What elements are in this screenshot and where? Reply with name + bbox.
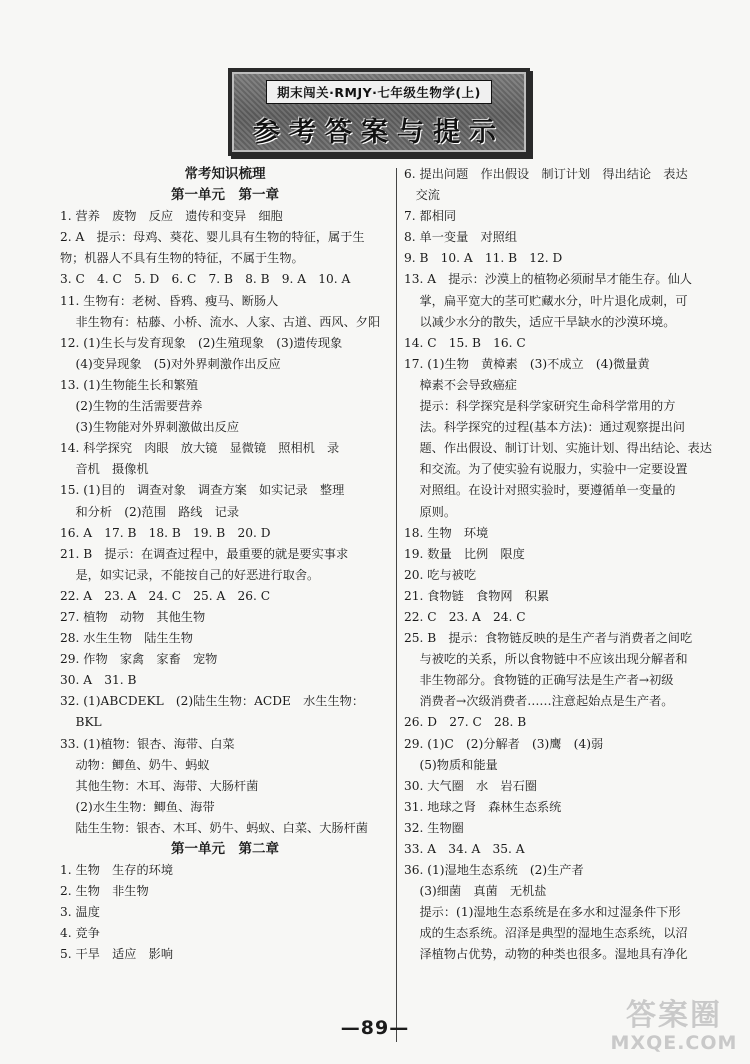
page-number: —89— — [340, 1017, 410, 1039]
banner-subtitle: 期末闯关·RMJY·七年级生物学(上) — [266, 80, 492, 104]
answer-line: 3. 温度 — [60, 905, 100, 920]
answer-line: 1. 生物 生存的环境 — [60, 863, 174, 878]
answer-line: 1. 营养 废物 反应 遗传和变异 细胞 — [60, 209, 283, 224]
watermark-logo — [604, 1000, 744, 1060]
answer-line: 提示：(1)湿地生态系统是在多水和过湿条件下形 — [404, 905, 681, 920]
column-divider — [396, 168, 397, 1042]
answer-line: 和交流。为了使实验有说服力，实验中一定要设置 — [404, 462, 688, 477]
answer-line: 22. A 23. A 24. C 25. A 26. C — [60, 588, 271, 603]
answer-line: 非生物有：枯藤、小桥、流水、人家、古道、西风、夕阳 — [60, 314, 381, 329]
answer-line: 3. C 4. C 5. D 6. C 7. B 8. B 9. A 10. A — [60, 272, 351, 287]
answer-line: 32. (1)ABCDEKL (2)陆生生物：ACDE 水生生物： — [60, 694, 365, 709]
answer-line: 8. 单一变量 对照组 — [404, 230, 518, 245]
answer-line: 是，如实记录，不能按自己的好恶进行取舍。 — [60, 567, 320, 582]
answer-line: 16. A 17. B 18. B 19. B 20. D — [60, 525, 271, 540]
answer-line: 7. 都相同 — [404, 209, 457, 224]
answer-line: 30. 大气圈 水 岩石圈 — [404, 778, 537, 793]
answer-line: 动物：鲫鱼、奶牛、蚂蚁 — [60, 757, 210, 772]
answer-line: 以减少水分的散失，适应干旱缺水的沙漠环境。 — [404, 314, 676, 329]
answer-line: 18. 生物 环境 — [404, 525, 489, 540]
answer-line: 30. A 31. B — [60, 673, 137, 688]
answer-line: 题、作出假设、制订计划、实施计划、得出结论、表达 — [404, 441, 712, 456]
answer-line: 对照组。在设计对照实验时，要遵循单一变量的 — [404, 483, 676, 498]
answer-line: 交流 — [404, 188, 440, 203]
answer-line: 成的生态系统。沼泽是典型的湿地生态系统，以沼 — [404, 926, 688, 941]
answer-line: BKL — [60, 715, 102, 730]
answer-line: 13. (1)生物能生长和繁殖 — [60, 377, 199, 392]
answer-line: 20. 吃与被吃 — [404, 567, 477, 582]
answer-line: 17. (1)生物 黄樟素 (3)不成立 (4)微量黄 — [404, 356, 650, 371]
answer-line: 15. (1)目的 调查对象 调查方案 如实记录 整理 — [60, 483, 345, 498]
answer-line: (4)变异现象 (5)对外界刺激作出反应 — [60, 356, 281, 371]
answer-line: 31. 地球之肾 森林生态系统 — [404, 799, 562, 814]
answer-line: 33. (1)植物：银杏、海带、白菜 — [60, 736, 235, 751]
answer-line: 掌，扁平宽大的茎可贮藏水分，叶片退化成刺，可 — [404, 293, 688, 308]
answer-line: 29. (1)C (2)分解者 (3)鹰 (4)弱 — [404, 736, 604, 751]
answer-line: 与被吃的关系，所以食物链中不应该出现分解者和 — [404, 652, 688, 667]
answer-line: 消费者→次级消费者……注意起始点是生产者。 — [404, 694, 674, 709]
answer-line: 26. D 27. C 28. B — [404, 715, 527, 730]
answer-line: 非生物部分。食物链的正确写法是生产者→初级 — [404, 673, 674, 688]
answer-line: 36. (1)湿地生态系统 (2)生产者 — [404, 863, 584, 878]
answer-line: 原则。 — [404, 504, 457, 519]
answer-line: 音机 摄像机 — [60, 462, 149, 477]
answer-line: 2. 生物 非生物 — [60, 884, 149, 899]
answer-line: 泽植物占优势，动物的种类也很多。湿地具有净化 — [404, 947, 688, 962]
section-heading: 常考知识梳理 — [184, 166, 266, 182]
answer-line: 6. 提出问题 作出假设 制订计划 得出结论 表达 — [404, 167, 688, 181]
answer-line: 2. A 提示：母鸡、葵花、婴儿具有生物的特征，属于生 — [60, 230, 365, 245]
answer-line: 25. B 提示：食物链反映的是生产者与消费者之间吃 — [404, 631, 693, 646]
answer-line: 其他生物：木耳、海带、大肠杆菌 — [60, 778, 259, 793]
section-heading: 第一单元 第二章 — [171, 841, 279, 857]
answer-line: 12. (1)生长与发育现象 (2)生殖现象 (3)遗传现象 — [60, 335, 343, 350]
title-banner — [228, 68, 530, 156]
answer-line: 21. B 提示：在调查过程中，最重要的就是要实事求 — [60, 546, 349, 561]
answer-line: 21. 食物链 食物网 积累 — [404, 588, 550, 603]
answer-line: 11. 生物有：老树、昏鸦、瘦马、断肠人 — [60, 293, 279, 308]
answer-line: (2)水生生物：鲫鱼、海带 — [60, 799, 215, 814]
answer-line: 29. 作物 家禽 家畜 宠物 — [60, 652, 218, 667]
watermark-site: MXQE.COM — [610, 1032, 738, 1054]
answer-line: 物；机器人不具有生物的特征，不属于生物。 — [60, 251, 304, 266]
answer-line: (3)细菌 真菌 无机盐 — [404, 884, 547, 899]
watermark-text: 答案圈 — [626, 998, 722, 1033]
answer-line: 4. 竞争 — [60, 926, 100, 941]
answer-line: (2)生物的生活需要营养 — [60, 399, 203, 414]
answer-line: 陆生生物：银杏、木耳、奶牛、蚂蚁、白菜、大肠杆菌 — [60, 820, 368, 835]
right-column — [404, 164, 734, 966]
answer-line: 樟素不会导致癌症 — [404, 377, 517, 392]
answer-line: 33. A 34. A 35. A — [404, 842, 525, 856]
answer-line: 和分析 (2)范围 路线 记录 — [60, 504, 240, 519]
answer-line: (5)物质和能量 — [404, 757, 498, 772]
answer-line: 5. 干旱 适应 影响 — [60, 947, 174, 962]
answer-line: 32. 生物圈 — [404, 820, 464, 835]
section-heading: 第一单元 第一章 — [171, 187, 279, 204]
answer-line: 法。科学探究的过程(基本方法)：通过观察提出问 — [404, 420, 685, 435]
answer-line: 14. 科学探究 肉眼 放大镜 显微镜 照相机 录 — [60, 441, 340, 456]
answer-line: 提示：科学探究是科学家研究生命科学常用的方 — [404, 399, 676, 414]
answer-line: 13. A 提示：沙漠上的植物必须耐旱才能生存。仙人 — [404, 272, 692, 287]
answer-line: 9. B 10. A 11. B 12. D — [404, 251, 563, 266]
answer-line: 28. 水生生物 陆生生物 — [60, 631, 193, 646]
banner-title: 参考答案与提示 — [253, 117, 505, 148]
answer-line: 14. C 15. B 16. C — [404, 335, 526, 350]
answer-line: 27. 植物 动物 其他生物 — [60, 609, 206, 624]
answer-line: 19. 数量 比例 限度 — [404, 546, 525, 561]
answer-line: (3)生物能对外界刺激做出反应 — [60, 420, 240, 435]
answer-line: 22. C 23. A 24. C — [404, 609, 526, 624]
left-column — [60, 164, 390, 966]
